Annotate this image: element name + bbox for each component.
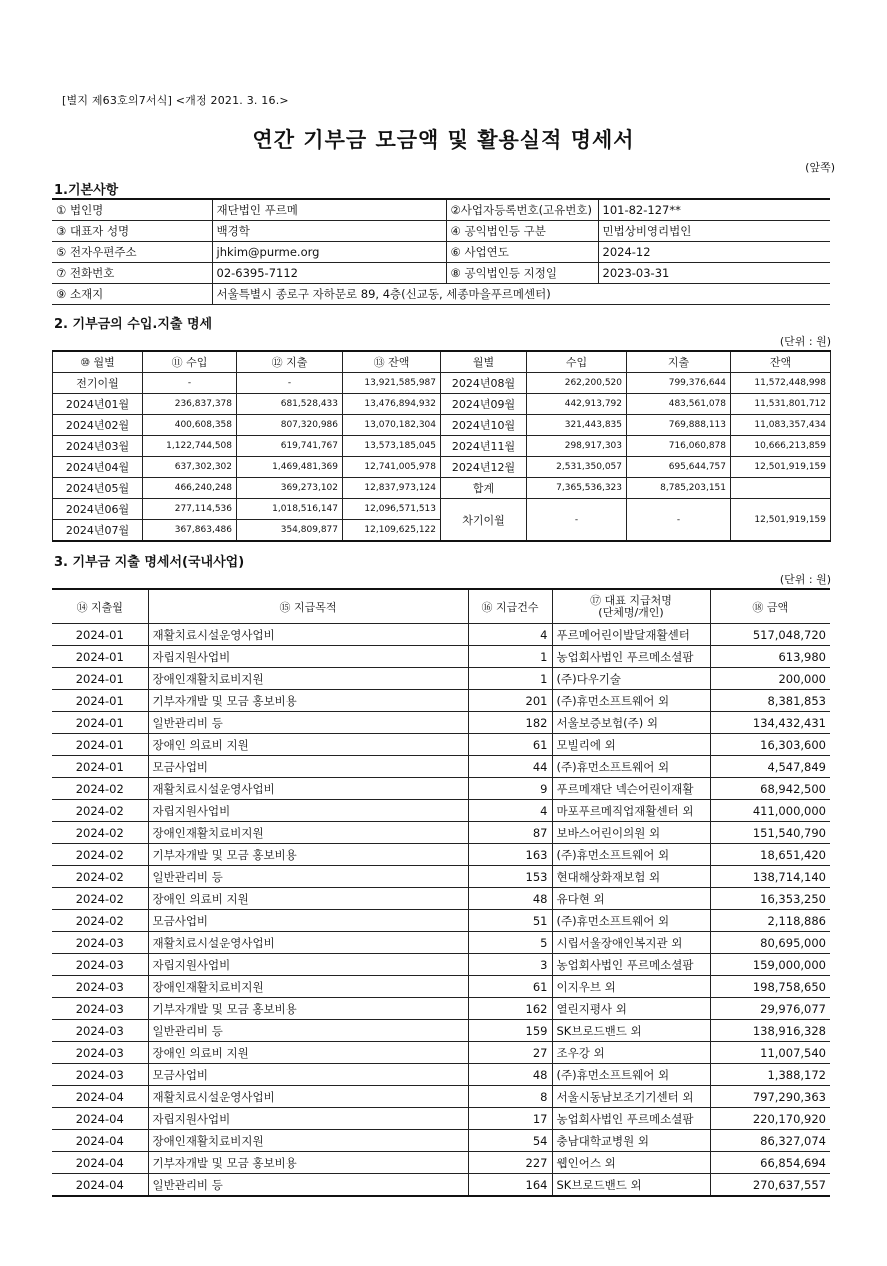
expense-purpose: 자립지원사업비	[148, 646, 468, 668]
expense-month: 2024-02	[52, 800, 148, 822]
address-row	[52, 284, 830, 305]
expense-payee: 모빌리에 외	[552, 734, 710, 756]
expenditure-row	[52, 756, 830, 778]
expenditure-row	[52, 734, 830, 756]
expense-count: 44	[468, 756, 552, 778]
amount-cell: 1,469,481,369	[237, 457, 343, 478]
expenditure-row	[52, 998, 830, 1020]
expense-purpose: 재활치료시설운영사업비	[148, 778, 468, 800]
expense-month: 2024-02	[52, 866, 148, 888]
expenditure-row	[52, 1108, 830, 1130]
expense-month: 2024-02	[52, 844, 148, 866]
column-header: 잔액	[731, 351, 831, 373]
column-header: 수입	[527, 351, 627, 373]
expense-amount: 797,290,363	[710, 1086, 830, 1108]
month-label: 2024년09월	[441, 394, 527, 415]
amount-cell: 695,644,757	[627, 457, 731, 478]
monthly-row	[53, 499, 831, 520]
month-label: 2024년02월	[53, 415, 143, 436]
field-label: ⑧ 공익법인등 지정일	[446, 263, 598, 284]
month-label: 2024년06월	[53, 499, 143, 520]
expense-payee: (주)휴먼소프트웨어 외	[552, 756, 710, 778]
expense-payee: 마포푸르메직업재활센터 외	[552, 800, 710, 822]
amount-cell: 7,365,536,323	[527, 478, 627, 499]
amount-cell: 12,109,625,122	[343, 520, 441, 542]
expense-amount: 2,118,886	[710, 910, 830, 932]
expense-month: 2024-01	[52, 690, 148, 712]
expense-purpose: 일반관리비 등	[148, 866, 468, 888]
expense-count: 3	[468, 954, 552, 976]
header-amount: ⑱ 금액	[710, 589, 830, 624]
expense-purpose: 재활치료시설운영사업비	[148, 624, 468, 646]
expense-count: 4	[468, 624, 552, 646]
amount-cell: 1,122,744,508	[143, 436, 237, 457]
basic-info-row	[52, 242, 830, 263]
expenditure-header-row	[52, 589, 830, 624]
amount-cell: 637,302,302	[143, 457, 237, 478]
expense-month: 2024-02	[52, 822, 148, 844]
expense-month: 2024-01	[52, 624, 148, 646]
expense-payee: (주)휴먼소프트웨어 외	[552, 1064, 710, 1086]
expense-amount: 151,540,790	[710, 822, 830, 844]
expense-month: 2024-03	[52, 954, 148, 976]
amount-cell: 2,531,350,057	[527, 457, 627, 478]
expense-count: 1	[468, 668, 552, 690]
expense-purpose: 자립지원사업비	[148, 954, 468, 976]
expense-amount: 270,637,557	[710, 1174, 830, 1197]
expense-purpose: 기부자개발 및 모금 홍보비용	[148, 1152, 468, 1174]
expense-amount: 4,547,849	[710, 756, 830, 778]
expense-payee: 충남대학교병원 외	[552, 1130, 710, 1152]
month-label: 2024년12월	[441, 457, 527, 478]
expense-amount: 8,381,853	[710, 690, 830, 712]
expenditure-row	[52, 844, 830, 866]
amount-cell: 716,060,878	[627, 436, 731, 457]
expense-payee: 웹인어스 외	[552, 1152, 710, 1174]
basic-info-row	[52, 221, 830, 242]
basic-info-row	[52, 263, 830, 284]
amount-cell: 442,913,792	[527, 394, 627, 415]
field-value: 백경학	[212, 221, 446, 242]
expense-payee: 농업회사법인 푸르메소셜팜	[552, 646, 710, 668]
expense-count: 163	[468, 844, 552, 866]
header-payee-line2: (단체명/개인)	[598, 605, 664, 619]
expense-count: 4	[468, 800, 552, 822]
amount-cell: 11,083,357,434	[731, 415, 831, 436]
field-label: ⑤ 전자우편주소	[52, 242, 212, 263]
month-label: 2024년11월	[441, 436, 527, 457]
carry-forward-label: 차기이월	[441, 499, 527, 542]
field-value: 101-82-127**	[598, 199, 830, 221]
month-label: 2024년04월	[53, 457, 143, 478]
expense-payee: 농업회사법인 푸르메소셜팜	[552, 1108, 710, 1130]
expense-amount: 220,170,920	[710, 1108, 830, 1130]
expense-payee: 푸르메어린이발달재활센터	[552, 624, 710, 646]
amount-cell: 681,528,433	[237, 394, 343, 415]
expense-count: 1	[468, 646, 552, 668]
expense-amount: 86,327,074	[710, 1130, 830, 1152]
address-value: 서울특별시 종로구 자하문로 89, 4층(신교동, 세종마을푸르메센터)	[212, 284, 830, 305]
expense-payee: 조우강 외	[552, 1042, 710, 1064]
address-label: ⑨ 소재지	[52, 284, 212, 305]
expense-amount: 159,000,000	[710, 954, 830, 976]
amount-cell: 1,018,516,147	[237, 499, 343, 520]
expense-purpose: 장애인재활치료비지원	[148, 668, 468, 690]
amount-cell: 807,320,986	[237, 415, 343, 436]
expense-purpose: 기부자개발 및 모금 홍보비용	[148, 690, 468, 712]
expense-amount: 411,000,000	[710, 800, 830, 822]
expense-purpose: 일반관리비 등	[148, 1020, 468, 1042]
page-side-label: (앞쪽)	[805, 161, 835, 174]
amount-cell: 236,837,378	[143, 394, 237, 415]
expense-purpose: 자립지원사업비	[148, 1108, 468, 1130]
expense-month: 2024-04	[52, 1130, 148, 1152]
expense-count: 153	[468, 866, 552, 888]
amount-cell: 298,917,303	[527, 436, 627, 457]
amount-cell: 277,114,536	[143, 499, 237, 520]
expense-count: 17	[468, 1108, 552, 1130]
amount-cell: 11,531,801,712	[731, 394, 831, 415]
expense-amount: 517,048,720	[710, 624, 830, 646]
expense-month: 2024-04	[52, 1174, 148, 1197]
section2-title: 2. 기부금의 수입.지출 명세	[54, 317, 213, 332]
header-purpose: ⑮ 지급목적	[148, 589, 468, 624]
header-payee-line1: ⑰ 대표 지급처명	[590, 593, 672, 607]
expense-payee: 현대해상화재보험 외	[552, 866, 710, 888]
expense-payee: 이지우브 외	[552, 976, 710, 998]
section3-unit: (단위 : 원)	[779, 573, 831, 586]
expense-payee: (주)휴먼소프트웨어 외	[552, 844, 710, 866]
expenditure-row	[52, 1152, 830, 1174]
expense-month: 2024-04	[52, 1108, 148, 1130]
expense-amount: 11,007,540	[710, 1042, 830, 1064]
monthly-row	[53, 394, 831, 415]
expense-payee: SK브로드밴드 외	[552, 1174, 710, 1197]
expense-amount: 613,980	[710, 646, 830, 668]
amount-cell: -	[237, 373, 343, 394]
expense-month: 2024-03	[52, 1064, 148, 1086]
expense-amount: 134,432,431	[710, 712, 830, 734]
expenditure-row	[52, 866, 830, 888]
column-header: ⑬ 잔액	[343, 351, 441, 373]
field-label: ③ 대표자 성명	[52, 221, 212, 242]
field-value: 민법상비영리법인	[598, 221, 830, 242]
amount-cell: 466,240,248	[143, 478, 237, 499]
expense-count: 5	[468, 932, 552, 954]
expense-month: 2024-03	[52, 998, 148, 1020]
expense-amount: 138,916,328	[710, 1020, 830, 1042]
expense-purpose: 장애인재활치료비지원	[148, 976, 468, 998]
amount-cell	[731, 478, 831, 499]
expense-purpose: 모금사업비	[148, 756, 468, 778]
domestic-expenditure-table	[52, 588, 830, 1197]
expense-purpose: 재활치료시설운영사업비	[148, 1086, 468, 1108]
document-title: 연간 기부금 모금액 및 활용실적 명세서	[252, 128, 635, 152]
column-header: ⑫ 지출	[237, 351, 343, 373]
expense-payee: (주)휴먼소프트웨어 외	[552, 690, 710, 712]
month-label: 2024년05월	[53, 478, 143, 499]
expenditure-row	[52, 822, 830, 844]
expense-count: 162	[468, 998, 552, 1020]
expenditure-row	[52, 976, 830, 998]
expense-payee: 서울시동남보조기기센터 외	[552, 1086, 710, 1108]
month-label: 2024년03월	[53, 436, 143, 457]
expense-month: 2024-03	[52, 1020, 148, 1042]
expense-month: 2024-03	[52, 932, 148, 954]
expense-purpose: 기부자개발 및 모금 홍보비용	[148, 998, 468, 1020]
expenditure-row	[52, 1086, 830, 1108]
expense-month: 2024-01	[52, 756, 148, 778]
expense-month: 2024-02	[52, 910, 148, 932]
amount-cell: 12,837,973,124	[343, 478, 441, 499]
carry-forward-value: 12,501,919,159	[731, 499, 831, 542]
expense-purpose: 일반관리비 등	[148, 1174, 468, 1197]
expense-count: 227	[468, 1152, 552, 1174]
amount-cell: -	[143, 373, 237, 394]
month-label: 전기이월	[53, 373, 143, 394]
expenditure-row	[52, 778, 830, 800]
month-label: 2024년10월	[441, 415, 527, 436]
expense-payee: 시립서울장애인복지관 외	[552, 932, 710, 954]
column-header: ⑩ 월별	[53, 351, 143, 373]
expense-purpose: 자립지원사업비	[148, 800, 468, 822]
expense-count: 27	[468, 1042, 552, 1064]
expense-purpose: 장애인 의료비 지원	[148, 1042, 468, 1064]
field-value: jhkim@purme.org	[212, 242, 446, 263]
expense-month: 2024-03	[52, 1042, 148, 1064]
expense-count: 54	[468, 1130, 552, 1152]
month-label: 2024년01월	[53, 394, 143, 415]
expense-month: 2024-01	[52, 734, 148, 756]
expense-month: 2024-02	[52, 888, 148, 910]
expenditure-row	[52, 800, 830, 822]
expenditure-row	[52, 954, 830, 976]
expenditure-row	[52, 646, 830, 668]
column-header: 월별	[441, 351, 527, 373]
expense-payee: 열린지평사 외	[552, 998, 710, 1020]
expense-purpose: 모금사업비	[148, 1064, 468, 1086]
amount-cell: 10,666,213,859	[731, 436, 831, 457]
expense-month: 2024-01	[52, 712, 148, 734]
monthly-row	[53, 373, 831, 394]
monthly-row	[53, 415, 831, 436]
field-label: ④ 공익법인등 구분	[446, 221, 598, 242]
field-label: ① 법인명	[52, 199, 212, 221]
expense-amount: 16,303,600	[710, 734, 830, 756]
expense-purpose: 장애인재활치료비지원	[148, 1130, 468, 1152]
carry-forward-value: -	[627, 499, 731, 542]
amount-cell: 12,741,005,978	[343, 457, 441, 478]
amount-cell: 799,376,644	[627, 373, 731, 394]
monthly-row	[53, 436, 831, 457]
expense-count: 159	[468, 1020, 552, 1042]
expenditure-row	[52, 668, 830, 690]
column-header: 지출	[627, 351, 731, 373]
amount-cell: 367,863,486	[143, 520, 237, 542]
amount-cell: 13,573,185,045	[343, 436, 441, 457]
amount-cell: 321,443,835	[527, 415, 627, 436]
amount-cell: 483,561,078	[627, 394, 731, 415]
expense-count: 201	[468, 690, 552, 712]
expense-payee: 보바스어린이의원 외	[552, 822, 710, 844]
expenditure-row	[52, 932, 830, 954]
expense-month: 2024-02	[52, 778, 148, 800]
amount-cell: 354,809,877	[237, 520, 343, 542]
expense-amount: 138,714,140	[710, 866, 830, 888]
carry-forward-value: -	[527, 499, 627, 542]
expense-purpose: 장애인 의료비 지원	[148, 888, 468, 910]
expense-count: 8	[468, 1086, 552, 1108]
form-header: [별지 제63호의7서식] <개정 2021. 3. 16.>	[62, 94, 289, 107]
month-label: 2024년08월	[441, 373, 527, 394]
expense-amount: 68,942,500	[710, 778, 830, 800]
expenditure-row	[52, 1130, 830, 1152]
header-count: ⑯ 지급건수	[468, 589, 552, 624]
month-label: 합계	[441, 478, 527, 499]
amount-cell: 13,070,182,304	[343, 415, 441, 436]
expense-amount: 16,353,250	[710, 888, 830, 910]
expense-amount: 200,000	[710, 668, 830, 690]
field-label: ⑦ 전화번호	[52, 263, 212, 284]
amount-cell: 13,476,894,932	[343, 394, 441, 415]
expense-count: 61	[468, 734, 552, 756]
expense-payee: 농업회사법인 푸르메소셜팜	[552, 954, 710, 976]
header-month: ⑭ 지출월	[52, 589, 148, 624]
expense-count: 164	[468, 1174, 552, 1197]
amount-cell: 11,572,448,998	[731, 373, 831, 394]
basic-info-table	[52, 198, 830, 305]
expense-month: 2024-03	[52, 976, 148, 998]
expenditure-row	[52, 1064, 830, 1086]
amount-cell: 262,200,520	[527, 373, 627, 394]
expense-payee: 유다현 외	[552, 888, 710, 910]
expense-count: 51	[468, 910, 552, 932]
expense-payee: (주)휴먼소프트웨어 외	[552, 910, 710, 932]
monthly-row	[53, 457, 831, 478]
expense-amount: 66,854,694	[710, 1152, 830, 1174]
field-value: 02-6395-7112	[212, 263, 446, 284]
field-label: ②사업자등록번호(고유번호)	[446, 199, 598, 221]
column-header: ⑪ 수입	[143, 351, 237, 373]
section2-unit: (단위 : 원)	[779, 335, 831, 348]
expense-month: 2024-01	[52, 646, 148, 668]
expense-purpose: 장애인재활치료비지원	[148, 822, 468, 844]
amount-cell: 12,501,919,159	[731, 457, 831, 478]
section3-title: 3. 기부금 지출 명세서(국내사업)	[54, 555, 245, 570]
amount-cell: 12,096,571,513	[343, 499, 441, 520]
field-value: 2023-03-31	[598, 263, 830, 284]
header-payee	[552, 589, 710, 624]
expenditure-row	[52, 1020, 830, 1042]
amount-cell: 769,888,113	[627, 415, 731, 436]
monthly-income-expense-table	[52, 350, 831, 542]
expenditure-row	[52, 888, 830, 910]
amount-cell: 13,921,585,987	[343, 373, 441, 394]
expense-month: 2024-04	[52, 1086, 148, 1108]
expenditure-row	[52, 1042, 830, 1064]
month-label: 2024년07월	[53, 520, 143, 542]
monthly-row	[53, 478, 831, 499]
expense-payee: SK브로드밴드 외	[552, 1020, 710, 1042]
amount-cell: 619,741,767	[237, 436, 343, 457]
expense-amount: 18,651,420	[710, 844, 830, 866]
basic-info-row	[52, 199, 830, 221]
amount-cell: 369,273,102	[237, 478, 343, 499]
amount-cell: 8,785,203,151	[627, 478, 731, 499]
field-value: 재단법인 푸르메	[212, 199, 446, 221]
expense-payee: 푸르메재단 넥슨어린이재활	[552, 778, 710, 800]
section1-title: 1.기본사항	[54, 183, 119, 198]
expense-month: 2024-04	[52, 1152, 148, 1174]
expense-amount: 198,758,650	[710, 976, 830, 998]
expense-payee: 서울보증보험(주) 외	[552, 712, 710, 734]
expense-count: 61	[468, 976, 552, 998]
expenditure-row	[52, 712, 830, 734]
expense-amount: 1,388,172	[710, 1064, 830, 1086]
expense-amount: 80,695,000	[710, 932, 830, 954]
expense-purpose: 기부자개발 및 모금 홍보비용	[148, 844, 468, 866]
field-label: ⑥ 사업연도	[446, 242, 598, 263]
monthly-header-row	[53, 351, 831, 373]
expenditure-row	[52, 624, 830, 646]
expense-payee: (주)다우기술	[552, 668, 710, 690]
expenditure-row	[52, 690, 830, 712]
field-value: 2024-12	[598, 242, 830, 263]
expense-amount: 29,976,077	[710, 998, 830, 1020]
expense-purpose: 일반관리비 등	[148, 712, 468, 734]
expense-count: 87	[468, 822, 552, 844]
expense-count: 48	[468, 888, 552, 910]
expense-count: 9	[468, 778, 552, 800]
expense-purpose: 장애인 의료비 지원	[148, 734, 468, 756]
expense-count: 48	[468, 1064, 552, 1086]
expenditure-row	[52, 910, 830, 932]
expense-count: 182	[468, 712, 552, 734]
expense-purpose: 모금사업비	[148, 910, 468, 932]
amount-cell: 400,608,358	[143, 415, 237, 436]
expenditure-row	[52, 1174, 830, 1197]
expense-month: 2024-01	[52, 668, 148, 690]
expense-purpose: 재활치료시설운영사업비	[148, 932, 468, 954]
